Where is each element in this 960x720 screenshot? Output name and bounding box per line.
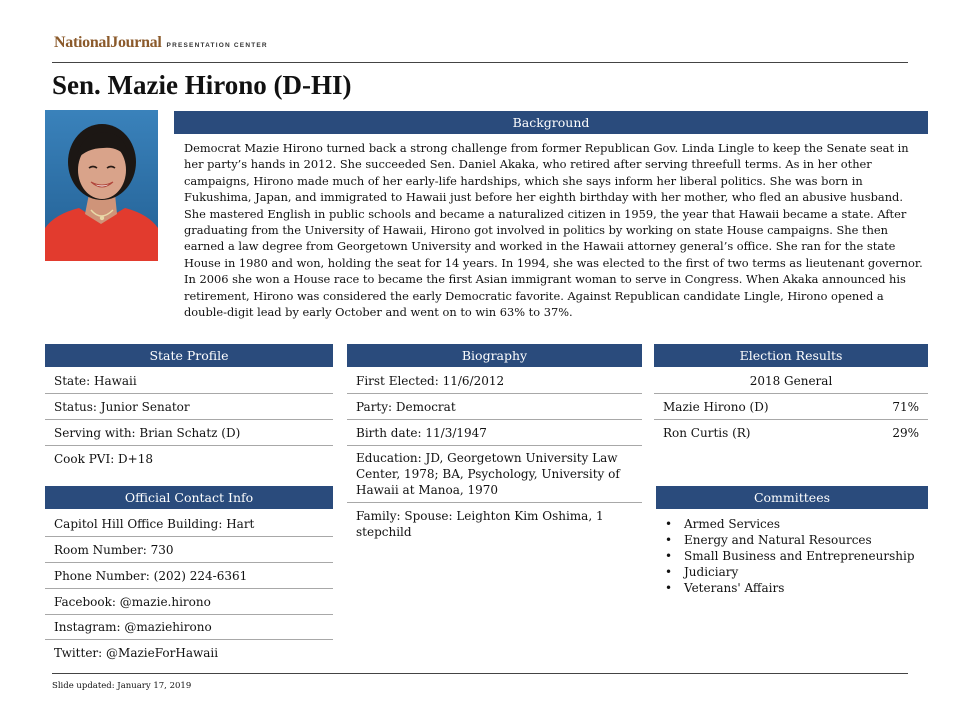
contact-facebook: Facebook: @mazie.hirono	[45, 589, 333, 615]
page-title: Sen. Mazie Hirono (D-HI)	[52, 70, 352, 100]
committee-item: • Veterans' Affairs	[662, 580, 915, 596]
contact-header: Official Contact Info	[45, 486, 333, 509]
portrait-photo	[45, 110, 158, 261]
committee-item: • Judiciary	[662, 564, 915, 580]
contact-phone: Phone Number: (202) 224-6361	[45, 563, 333, 589]
top-divider	[52, 62, 908, 63]
biography-education: Education: JD, Georgetown University Law Center, 1978; BA, Psychology, University of Hawaii at Manoa, 1970	[347, 450, 642, 503]
committees-list	[662, 516, 915, 596]
candidate-name: Mazie Hirono (D)	[663, 400, 769, 414]
contact-instagram: Instagram: @maziehirono	[45, 614, 333, 640]
contact-office-building: Capitol Hill Office Building: Hart	[45, 511, 333, 537]
state-profile-status: Status: Junior Senator	[45, 394, 333, 420]
candidate-name: Ron Curtis (R)	[663, 426, 751, 440]
election-header: Election Results	[654, 344, 928, 367]
election-candidate-row	[654, 420, 928, 446]
election-candidate-row	[654, 394, 928, 420]
logo	[54, 34, 268, 54]
slide-updated-note: Slide updated: January 17, 2019	[52, 681, 192, 691]
biography-birth-date: Birth date: 11/3/1947	[347, 420, 642, 446]
logo-name: NationalJournal	[54, 34, 162, 51]
contact-room-number: Room Number: 730	[45, 537, 333, 563]
portrait-icon	[45, 110, 158, 261]
background-text: Democrat Mazie Hirono turned back a strong challenge from former Republican Gov. Linda Lingle to keep the Senate seat in her party’s hands in 2012. She succeeded Sen. Daniel Akaka, who retired after serving threefull terms. As in her other campaigns, Hirono made much of her early-life hardships, which she says inform her liberal politics. She was born in Fukushima, Japan, and immigrated to Hawaii just before her eighth birthday with her mother, who fled an abusive husband. She mastered English in public schools and became a naturalized citizen in 1959, the year that Hawaii became a state. After graduating from the University of Hawaii, Hirono got involved in politics by working on state House campaigns. She then earned a law degree from Georgetown University and worked in the Hawaii attorney general’s office. She ran for the state House in 1980 and won, holding the seat for 14 years. In 1994, she was elected to the first of two terms as lieutenant governor. In 2006 she won a House race to became the first Asian immigrant woman to serve in Congress. When Akaka announced his retirement, Hirono was considered the early Democratic favorite. Against Republican candidate Lingle, Hirono opened a double-digit lead by early October and went on to win 63% to 37%.	[184, 141, 923, 320]
biography-party: Party: Democrat	[347, 394, 642, 420]
biography-header: Biography	[347, 344, 642, 367]
state-profile-state: State: Hawaii	[45, 368, 333, 394]
state-profile-serving-with: Serving with: Brian Schatz (D)	[45, 420, 333, 446]
candidate-percent: 29%	[892, 426, 919, 440]
election-subtitle: 2018 General	[654, 368, 928, 394]
contact-twitter: Twitter: @MazieForHawaii	[54, 646, 219, 660]
committee-item: • Small Business and Entrepreneurship	[662, 548, 915, 564]
state-profile-cook-pvi: Cook PVI: D+18	[54, 452, 153, 466]
background-header: Background	[174, 111, 928, 134]
bottom-divider	[52, 673, 908, 674]
state-profile-header: State Profile	[45, 344, 333, 367]
committees-header: Committees	[656, 486, 928, 509]
logo-subtitle: PRESENTATION CENTER	[166, 42, 268, 49]
committee-item: • Energy and Natural Resources	[662, 532, 915, 548]
biography-first-elected: First Elected: 11/6/2012	[347, 368, 642, 394]
committee-item: • Armed Services	[662, 516, 915, 532]
biography-family: Family: Spouse: Leighton Kim Oshima, 1 stepchild	[356, 509, 604, 539]
candidate-percent: 71%	[892, 400, 919, 414]
